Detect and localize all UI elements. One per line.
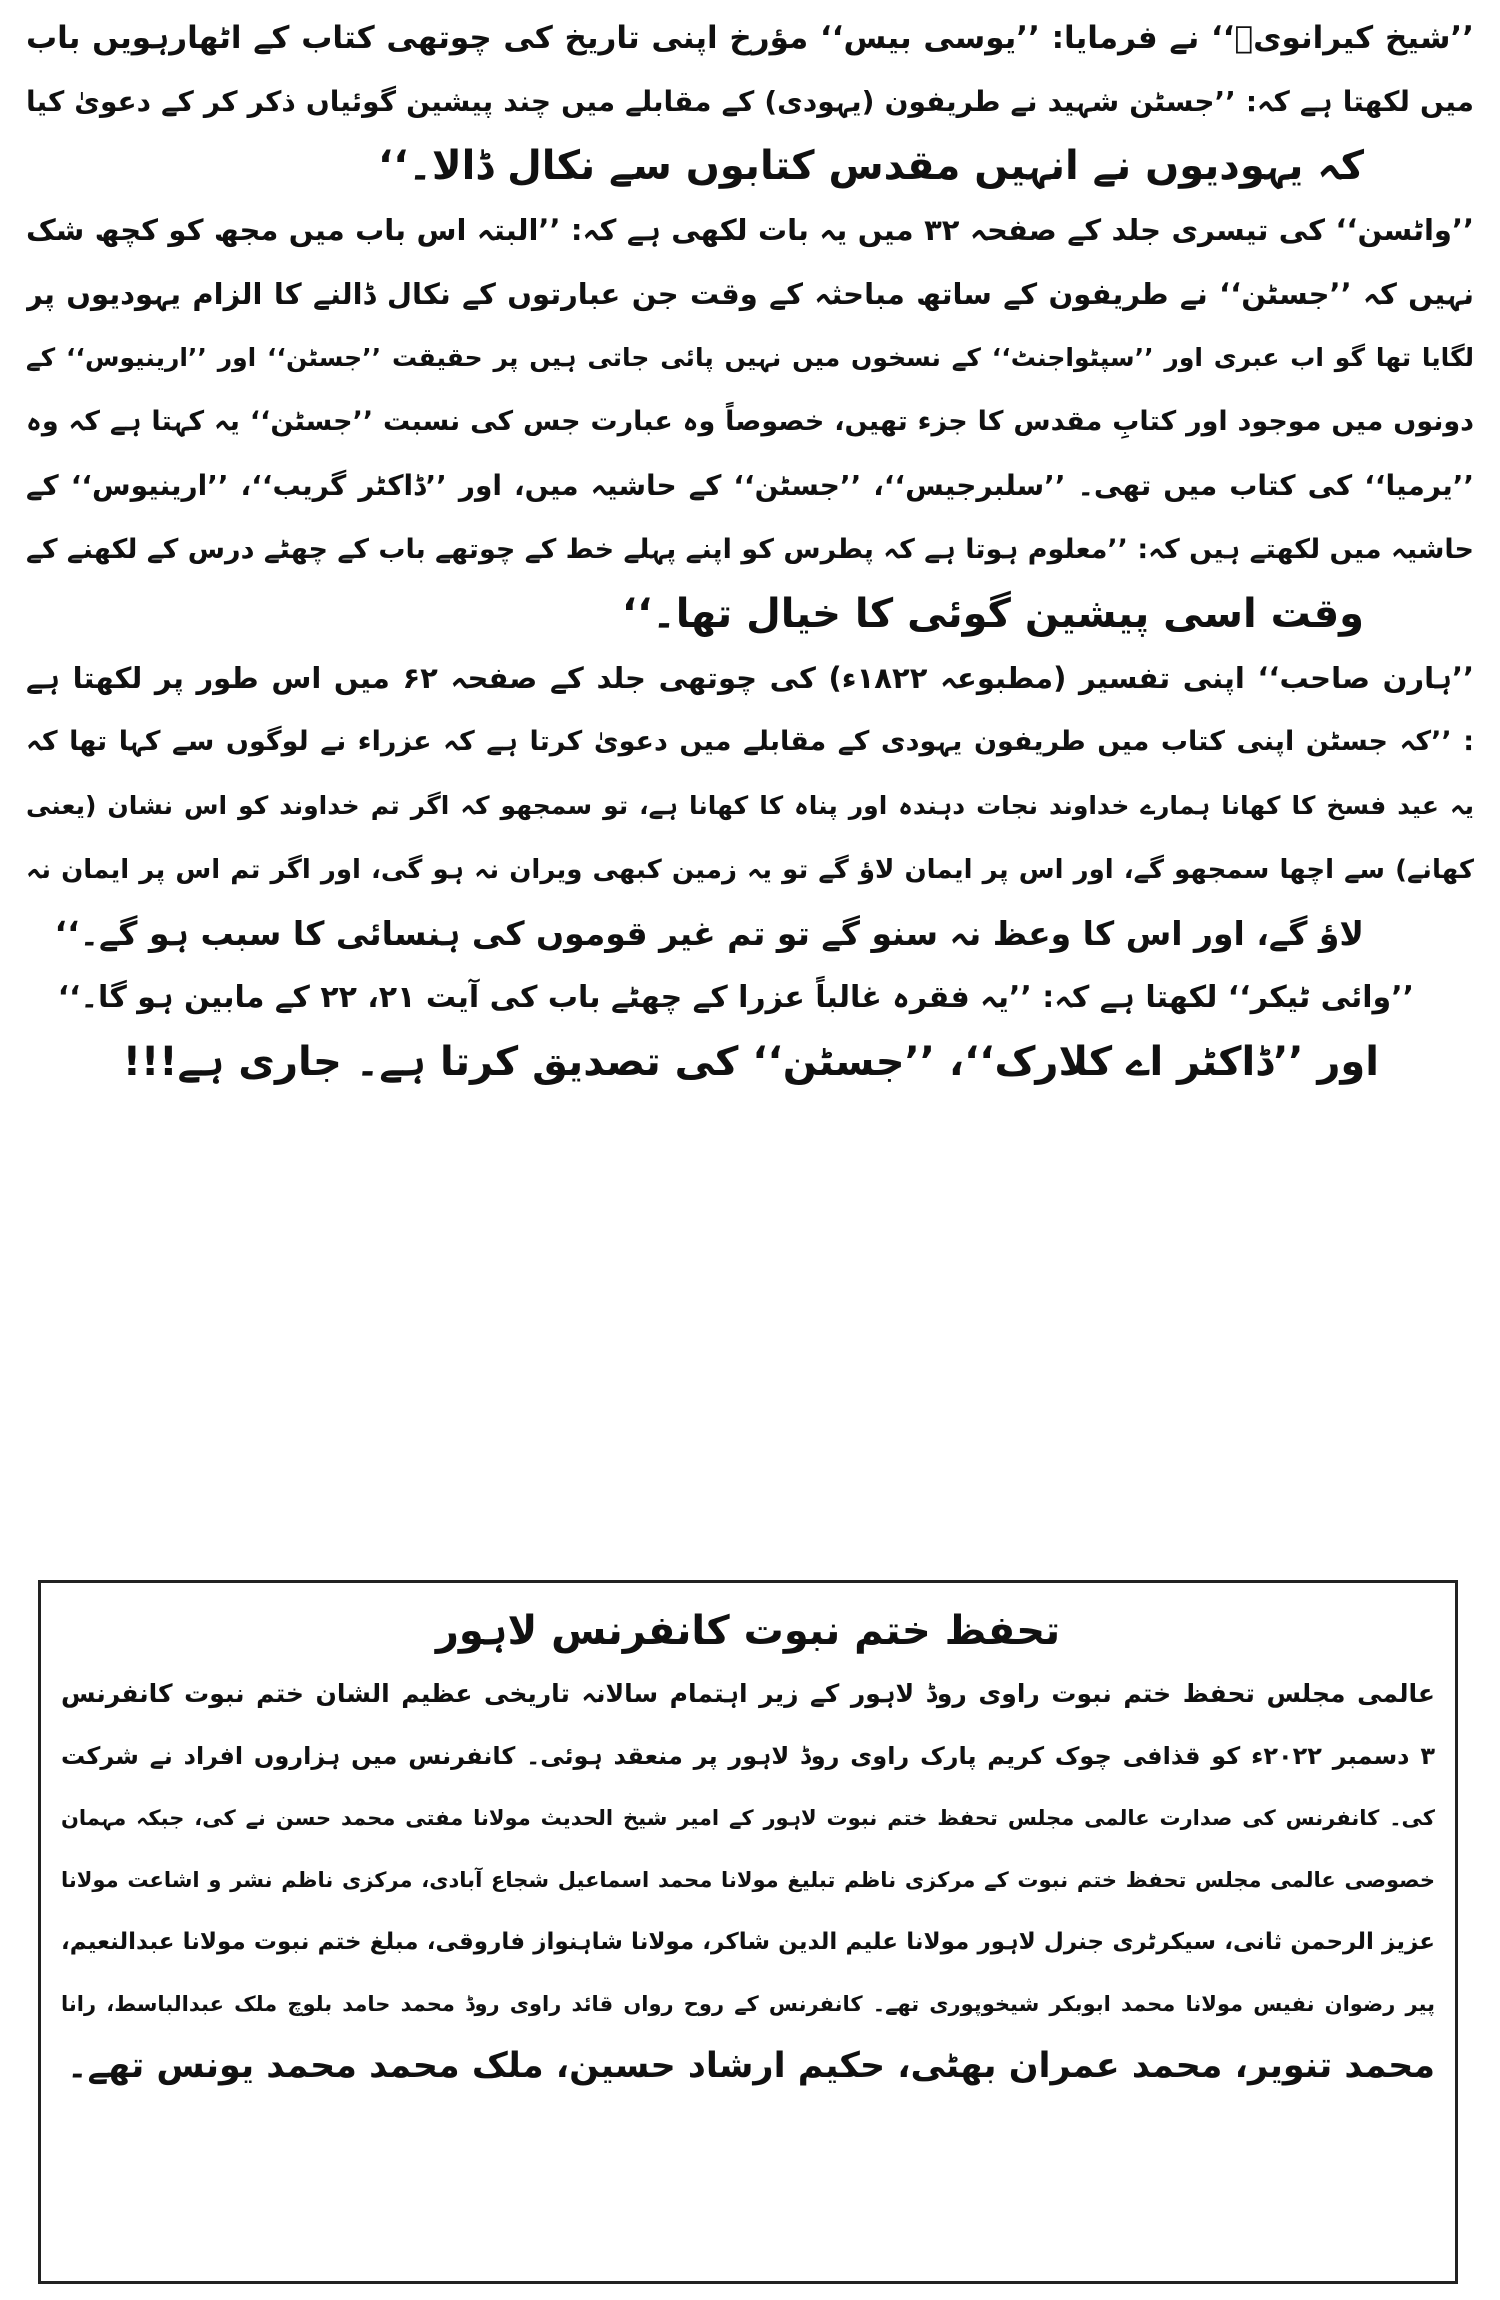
article-line: وقت اسی پیشین گوئی کا خیال تھا۔‘‘ [621, 591, 1364, 637]
article-line: ’’واٹسن‘‘ کی تیسری جلد کے صفحہ ۳۲ میں یہ بات لکھی ہے کہ: ’’البتہ اس باب میں مجھ کو کچھ شک [26, 213, 1474, 247]
article-line: ’’ہارن صاحب‘‘ اپنی تفسیر (مطبوعہ ۱۸۲۲ء) کی چوتھی جلد کے صفحہ ۶۲ میں اس طور پر لکھتا ہے [26, 661, 1474, 695]
news-box-line: عالمی مجلس تحفظ ختم نبوت راوی روڈ لاہور کے زیر اہتمام سالانہ تاریخی عظیم الشان ختم نبوت کانفرنس [61, 1679, 1435, 1708]
article-line: نہیں کہ ’’جسٹن‘‘ نے طریفون کے ساتھ مباحثہ کے وقت جن عبارتوں کے نکال ڈالنے کا الزام یہودیوں پر [26, 277, 1474, 311]
article-line: لاؤ گے، اور اس کا وعظ نہ سنو گے تو تم غیر قوموں کی ہنسائی کا سبب ہو گے۔‘‘ [54, 914, 1364, 953]
news-box-line: خصوصی عالمی مجلس تحفظ ختم نبوت کے مرکزی ناظم تبلیغ مولانا محمد اسماعیل شجاع آبادی، مرکزی ناظم نشر و اشاعت مولانا [61, 1868, 1435, 1892]
article-line: میں لکھتا ہے کہ: ’’جسٹن شہید نے طریفون (یہودی) کے مقابلے میں چند پیشین گوئیاں ذکر کر کے دعویٰ کیا [26, 85, 1474, 118]
news-box-line: ۳ دسمبر ۲۰۲۲ء کو قذافی چوک کریم پارک راوی روڈ لاہور پر منعقد ہوئی۔ کانفرنس میں ہزاروں افراد نے شرکت [61, 1742, 1435, 1770]
article-line: کھانے) سے اچھا سمجھو گے، اور اس پر ایمان لاؤ گے تو یہ زمین کبھی ویران نہ ہو گی، اور اگر تم اس پر ایمان نہ [26, 855, 1474, 885]
news-box-line: پیر رضوان نفیس مولانا محمد ابوبکر شیخوپوری تھے۔ کانفرنس کے روح رواں قائد راوی روڈ محمد حامد بلوچ ملک عبدالباسط، رانا [61, 1992, 1435, 2016]
news-box-line: عزیز الرحمن ثانی، سیکرٹری جنرل لاہور مولانا علیم الدین شاکر، مولانا شاہنواز فاروقی، مبلغ ختم نبوت مولانا عبدالنعیم، [61, 1929, 1435, 1955]
article-line: دونوں میں موجود اور کتابِ مقدس کا جزء تھیں، خصوصاً وہ عبارت جس کی نسبت ’’جسٹن‘‘ یہ کہتا ہے کہ وہ [26, 406, 1474, 437]
news-box-line: کی۔ کانفرنس کی صدارت عالمی مجلس تحفظ ختم نبوت لاہور کے امیر شیخ الحدیث مولانا مفتی محمد حسن نے کی، جبکہ مہمان [61, 1806, 1435, 1830]
news-box [38, 1580, 1458, 2284]
article-line: حاشیہ میں لکھتے ہیں کہ: ’’معلوم ہوتا ہے کہ پطرس کو اپنے پہلے خط کے چوتھے باب کے چھٹے درس کے لکھنے کے [26, 534, 1474, 565]
article-line: لگایا تھا گو اب عبری اور ’’سپٹواجنٹ‘‘ کے نسخوں میں نہیں پائی جاتی ہیں پر حقیقت ’’جسٹن‘‘ اور ’’ارینیوس‘‘ کے [26, 343, 1474, 372]
article-line: کہ یہودیوں نے انہیں مقدس کتابوں سے نکال ڈالا۔‘‘ [378, 143, 1364, 189]
article-line: اور ’’ڈاکٹر اے کلارک‘‘، ’’جسٹن‘‘ کی تصدیق کرتا ہے۔ جاری ہے!!! [122, 1039, 1379, 1085]
article-line: ’’شیخ کیرانویؒ‘‘ نے فرمایا: ’’یوسی بیس‘‘ مؤرخ اپنی تاریخ کی چوتھی کتاب کے اٹھارہویں باب [26, 20, 1474, 56]
article-line: ’’یرمیا‘‘ کی کتاب میں تھی۔ ’’سلبرجیس‘‘، ’’جسٹن‘‘ کے حاشیہ میں، اور ’’ڈاکٹر گریب‘‘، ’’ارینیوس‘‘ کے [26, 469, 1474, 502]
article-line: : ’’کہ جسٹن اپنی کتاب میں طریفون یہودی کے مقابلے میں دعویٰ کرتا ہے کہ عزراء نے لوگوں سے کہا تھا کہ [26, 726, 1474, 757]
article-body [26, 6, 1474, 1094]
article-line: یہ عید فسخ کا کھانا ہمارے خداوند نجات دہندہ اور پناہ کا کھانا ہے، تو سمجھو کہ اگر تم خداوند کو اس نشان (یعنی [26, 791, 1474, 820]
news-box-title: تحفظ ختم نبوت کانفرنس لاہور [435, 1608, 1061, 1654]
article-line: ’’وائی ٹیکر‘‘ لکھتا ہے کہ: ’’یہ فقرہ غالباً عزرا کے چھٹے باب کی آیت ۲۱، ۲۲ کے مابین ہو گا۔‘‘ [57, 980, 1414, 1015]
news-box-body [41, 1659, 1455, 2097]
news-box-line: محمد تنویر، محمد عمران بھٹی، حکیم ارشاد حسین، ملک محمد محمد یونس تھے۔ [66, 2046, 1435, 2086]
